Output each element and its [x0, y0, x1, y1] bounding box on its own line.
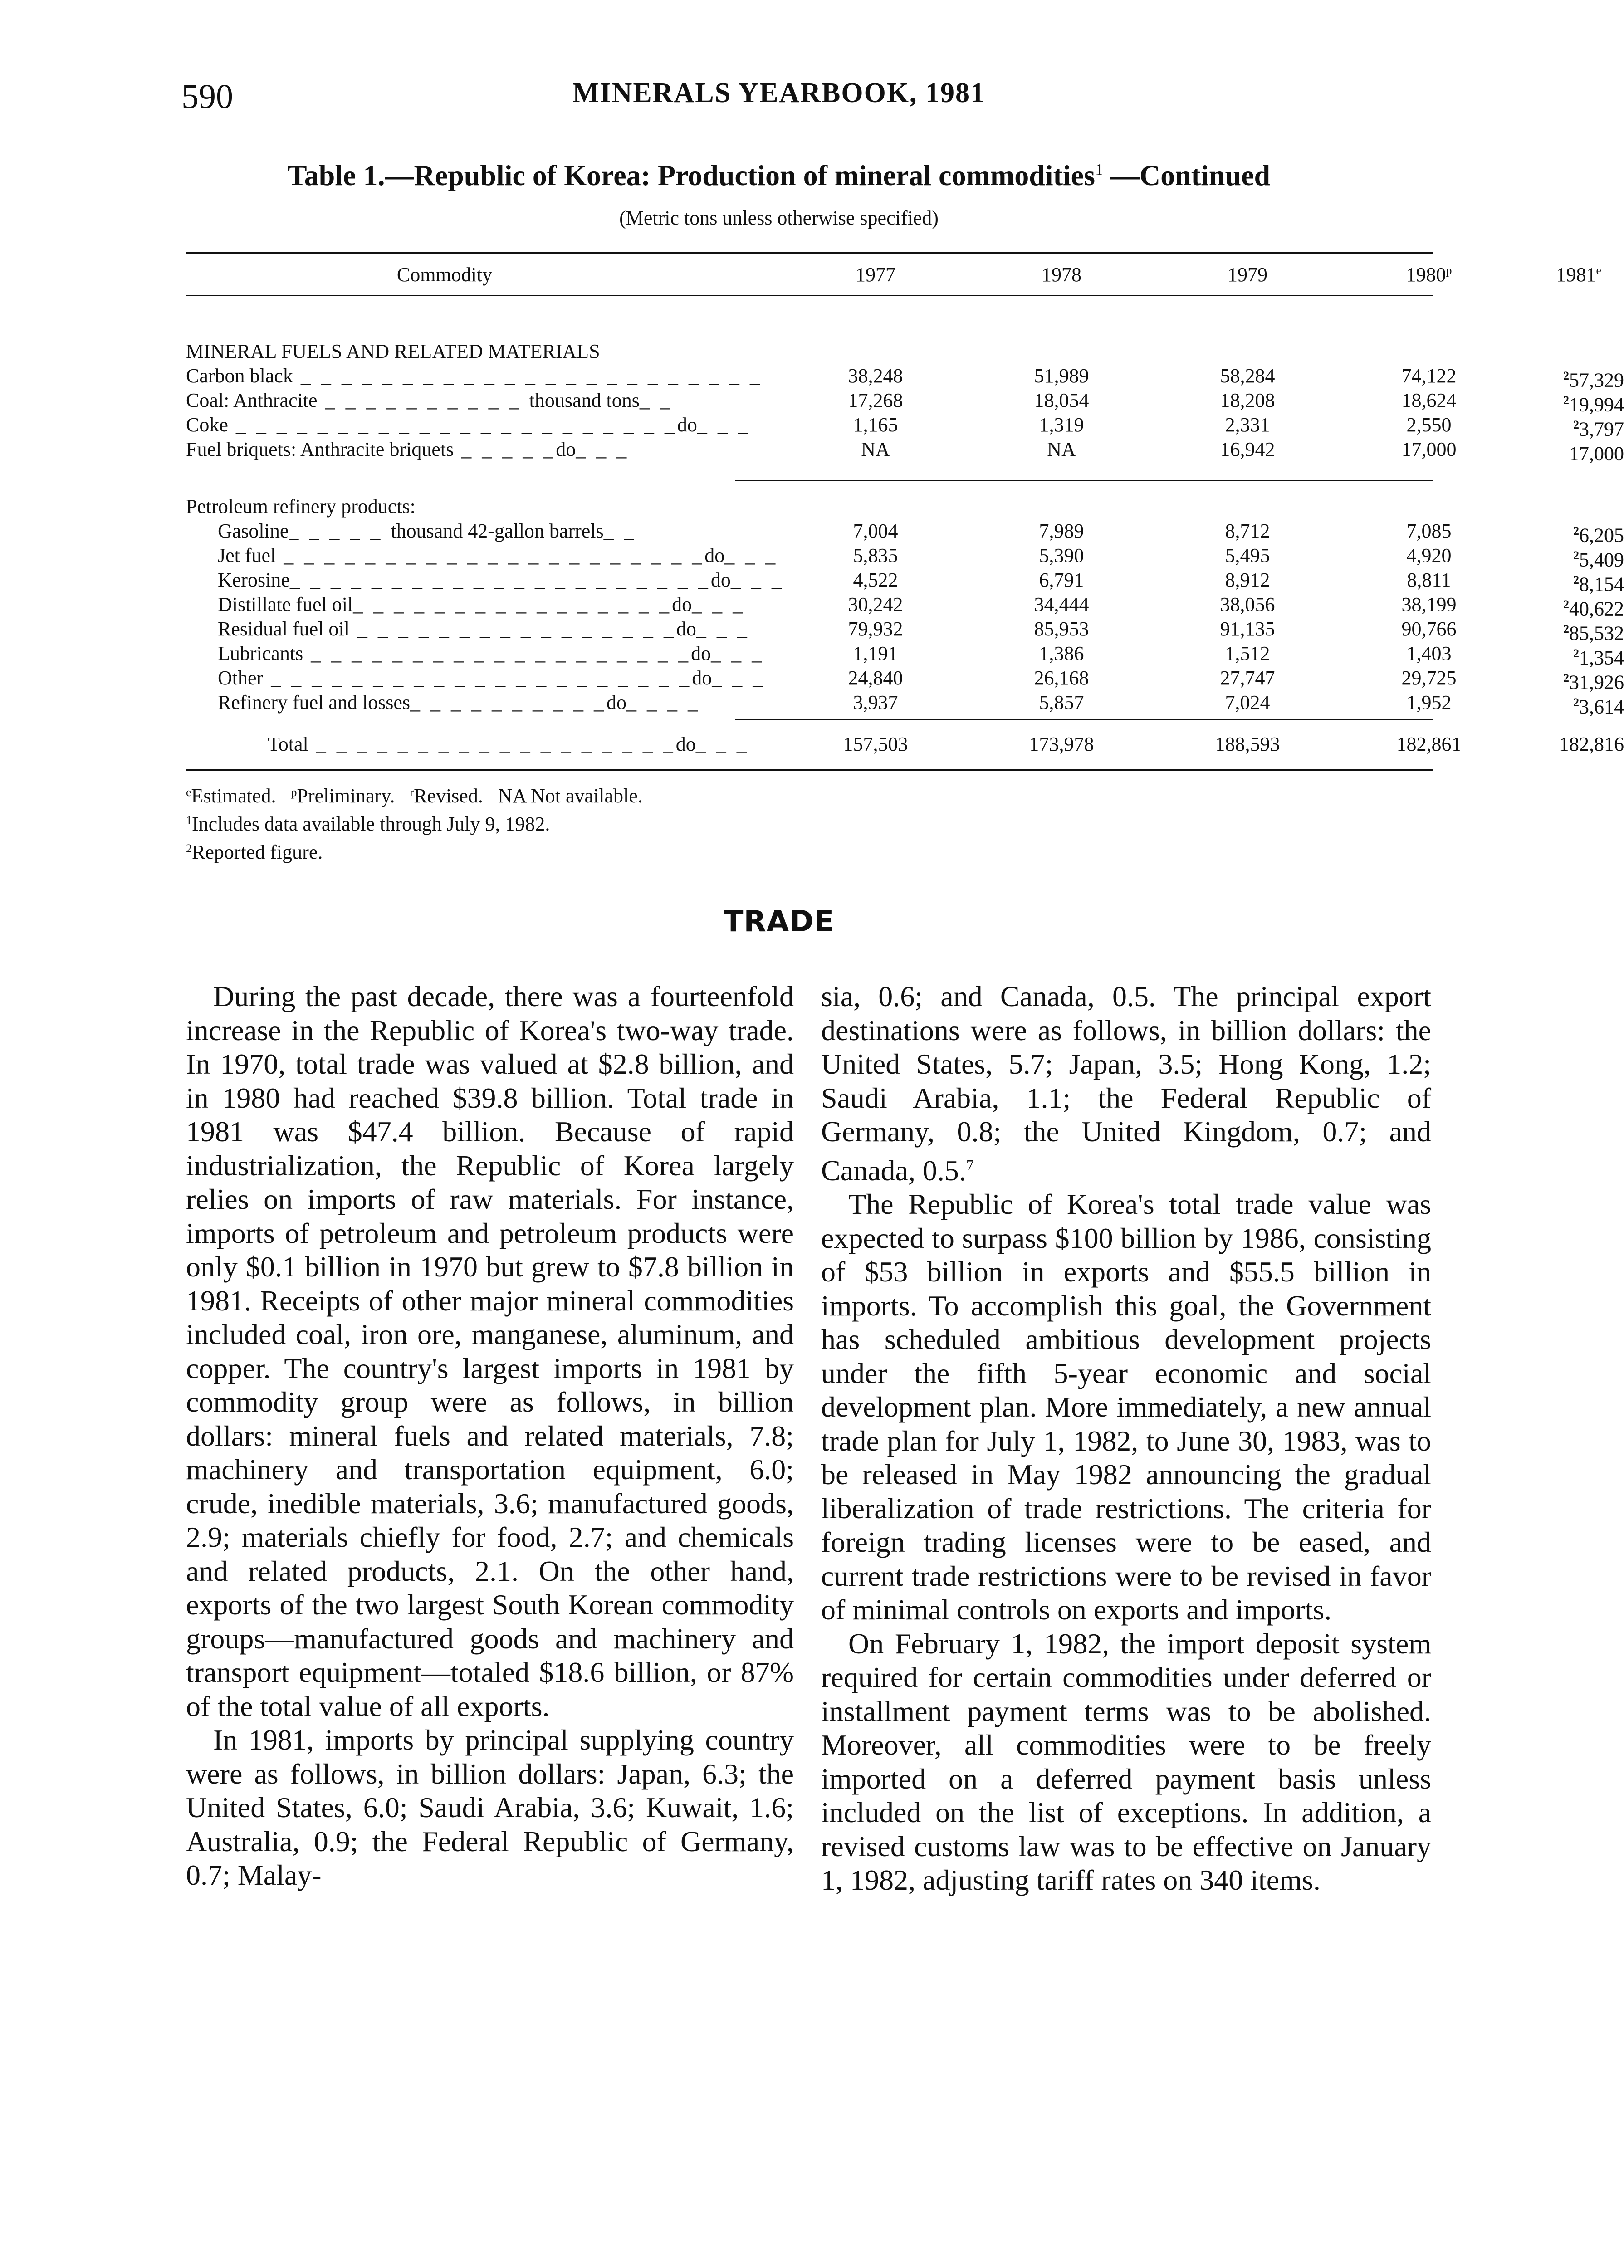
- table-header-rule: [186, 295, 1433, 296]
- table-header-row: [186, 263, 1601, 290]
- table-row: Other _ _ _ _ _ _ _ _ _ _ _ _ _ _ _ _ _ _ _ _ _do_ _ _ 24,840 26,168 27,747 29,725 $^2$31,926: [218, 667, 1624, 694]
- section-title: MINERAL FUELS AND RELATED MATERIALS: [186, 340, 600, 362]
- table-caption: [0, 159, 1558, 192]
- table-row: Gasoline_ _ _ _ _ thousand 42-gallon barrels_ _ 7,004 7,989 8,712 7,085 $^2$6,205: [218, 520, 1624, 547]
- table-row: Refinery fuel and losses_ _ _ _ _ _ _ _ _ _do_ _ _ _ 3,937 5,857 7,024 1,952 $^2$3,614: [218, 691, 1624, 718]
- section-title-row: [186, 339, 1433, 364]
- table-caption-footnote: 1: [1095, 160, 1103, 179]
- body-paragraph: During the past decade, there was a fourteenfold increase in the Republic of Korea's two-way trade. In 1970, total trade was valued at $2.8 billion, and in 1980 had reached $39.8 billion. Total trade in 1981 was $47.4 billion. Because of rapid industrialization, the Republic of Korea largely relies on imports of raw materials. For instance, imports of petroleum and petroleum products were only $0.1 billion in 1970 but grew to $7.8 billion in 1981. Receipts of other major mineral commodities included coal, iron ore, manganese, aluminum, and copper. The country's largest imports in 1981 by commodity group were as follows, in billion dollars: mineral fuels and related materials, 7.8; machinery and transportation equipment, 6.0; crude, inedible materials, 3.6; manufactured goods, 2.9; materials chiefly for food, 2.7; and chemicals and related products, 2.1. On the other hand, exports of the two largest South Korean commodity groups—manufactured goods and machinery and transport equipment—totaled $18.6 billion, or 87% of the total value of all exports.: [186, 980, 794, 1722]
- table-row: Coke _ _ _ _ _ _ _ _ _ _ _ _ _ _ _ _ _ _ _ _ _ _do_ _ _ 1,165 1,319 2,331 2,550 $^2$3,797: [186, 414, 1624, 440]
- petroleum-rule: [735, 480, 1433, 481]
- petroleum-title-row: [186, 494, 1433, 519]
- body-column-right: [821, 980, 1431, 1897]
- body-paragraph: The Republic of Korea's total trade value was expected to surpass $100 billion by 1986, consisting of $53 billion in exports and $55.5 billion in imports. To accomplish this goal, the Government has scheduled ambitious development projects under the fifth 5-year economic and social development plan. More immediately, a new annual trade plan for July 1, 1982, to June 30, 1983, was to be released in May 1982 announcing the gradual liberalization of trade restrictions. The criteria for foreign trading licenses were to be eased, and current trade restrictions were to be revised in favor of minimal controls on exports and imports.: [821, 1188, 1431, 1626]
- table-top-rule: [186, 252, 1433, 254]
- table-row: Jet fuel _ _ _ _ _ _ _ _ _ _ _ _ _ _ _ _ _ _ _ _ _do_ _ _ 5,835 5,390 5,495 4,920 $^2$5,409: [218, 544, 1624, 571]
- header-1977: 1977: [856, 264, 895, 286]
- body-paragraph: sia, 0.6; and Canada, 0.5. The principal export destinations were as follows, in billion dollars: the United States, 5.7; Japan, 3.5; Hong Kong, 1.2; Saudi Arabia, 1.1; the Federal Republic of Germany, 0.8; the United Kingdom, 0.7; and Canada, 0.5.$^7$: [821, 980, 1431, 1187]
- table-row: Coal: Anthracite _ _ _ _ _ _ _ _ _ _ thousand tons_ _ 17,268 18,054 18,208 18,624 $^2$19,994: [186, 389, 1624, 416]
- table-row: Residual fuel oil _ _ _ _ _ _ _ _ _ _ _ _ _ _ _ _do_ _ _ 79,932 85,953 91,135 90,766 $^2$85,532: [218, 618, 1624, 645]
- header-1980: 1980$^p$: [1406, 264, 1452, 286]
- total-rule: [735, 719, 1433, 720]
- body-paragraph: On February 1, 1982, the import deposit system required for certain commodities under deferred or installment payment terms was to be abolished. Moreover, all commodities were to be freely imported on a deferred payment basis unless included on the list of exceptions. In addition, a revised customs law was to be effective on January 1, 1982, adjusting tariff rates on 340 items.: [821, 1627, 1431, 1896]
- table-row: Fuel briquets: Anthracite briquets _ _ _ _ _do_ _ _ NA NA 16,942 17,000 17,000: [186, 438, 1624, 465]
- section-heading-trade: TRADE: [723, 905, 835, 938]
- table-bottom-rule: [186, 769, 1433, 771]
- body-column-left: [186, 980, 794, 1892]
- table-caption-text: Table 1.—Republic of Korea: Production of mineral commodities: [287, 159, 1095, 191]
- table-row: Kerosine_ _ _ _ _ _ _ _ _ _ _ _ _ _ _ _ _ _ _ _ _do_ _ _ 4,522 6,791 8,912 8,811 $^2$8,154: [218, 569, 1624, 596]
- header-1979: 1979: [1228, 264, 1267, 286]
- header-1978: 1978: [1042, 264, 1081, 286]
- petroleum-title: Petroleum refinery products:: [186, 495, 416, 518]
- header-1981: 1981e: [1556, 264, 1601, 286]
- table-row: Lubricants _ _ _ _ _ _ _ _ _ _ _ _ _ _ _ _ _ _ _do_ _ _ 1,191 1,386 1,512 1,403 $^2$1,354: [218, 642, 1624, 669]
- footnote-2: $^2$Reported figure.: [186, 841, 323, 863]
- table-caption-suffix: —Continued: [1103, 159, 1271, 191]
- table-row: Carbon black _ _ _ _ _ _ _ _ _ _ _ _ _ _ _ _ _ _ _ _ _ _ _ 38,248 51,989 58,284 74,122 $^2$57,329: [186, 365, 1624, 391]
- table-notes: [186, 780, 643, 865]
- running-head: MINERALS YEARBOOK, 1981: [572, 78, 986, 108]
- table-total-row: Total _ _ _ _ _ _ _ _ _ _ _ _ _ _ _ _ _ _do_ _ _ 157,503 173,978 188,593 182,861 182,816: [268, 733, 1624, 755]
- table-row: Distillate fuel oil_ _ _ _ _ _ _ _ _ _ _ _ _ _ _ _do_ _ _ 30,242 34,444 38,056 38,199 $^2$40,622: [218, 593, 1624, 620]
- page-number: 590: [181, 78, 233, 116]
- notes-line-1: $^e$Estimated. $^p$Preliminary. $^r$Revised. NA Not available.: [186, 785, 643, 807]
- header-commodity: Commodity: [396, 264, 493, 286]
- footnote-1: $^1$Includes data available through July 9, 1982.: [186, 813, 550, 835]
- table-subcaption: (Metric tons unless otherwise specified): [619, 207, 939, 229]
- body-paragraph: In 1981, imports by principal supplying country were as follows, in billion dollars: Japan, 6.3; the United States, 6.0; Saudi Arabia, 3.6; Kuwait, 1.6; Australia, 0.9; the Federal Republic of Germany, 0.7; Malay-: [186, 1724, 794, 1891]
